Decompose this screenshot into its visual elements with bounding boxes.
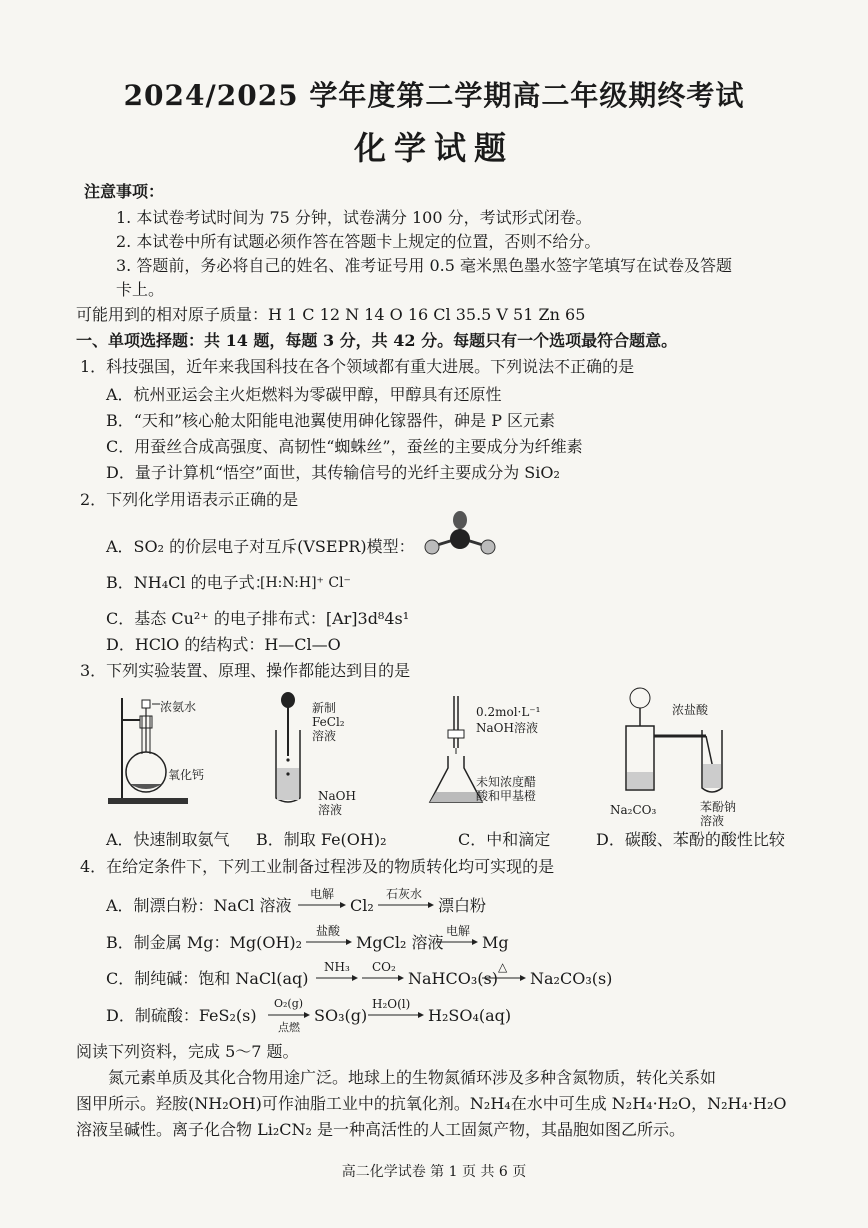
q3-option-b: B．制取 Fe(OH)₂	[256, 830, 387, 849]
exam-title: 2024/2025 学年度第二学期高二年级期终考试	[123, 79, 745, 112]
q4c-end: Na₂CO₃(s)	[530, 969, 613, 988]
q4a-mid: Cl₂	[350, 896, 374, 915]
fig-b-label-4: NaOH	[318, 789, 356, 803]
fig-c-label-4: 酸和甲基橙	[476, 789, 537, 803]
fig-d-label-1: 浓盐酸	[672, 703, 709, 717]
fig-b-label-1: 新制	[312, 701, 337, 715]
fig-d-label-4: 溶液	[700, 814, 725, 828]
q4c-arrow2-label: CO₂	[372, 960, 396, 974]
q4b-end: Mg	[482, 933, 509, 952]
fig-a-label-ammonia: 浓氨水	[160, 700, 197, 714]
q4a-arrow2	[378, 900, 436, 910]
q4c-arrow3	[482, 973, 528, 983]
q4d-arrow2-label: H₂O(l)	[372, 997, 411, 1011]
q4c-arrow2	[362, 973, 406, 983]
fig-d-label-2: Na₂CO₃	[610, 803, 657, 817]
notice-item-1: 1. 本试卷考试时间为 75 分钟，试卷满分 100 分，考试形式闭卷。	[116, 208, 592, 227]
vsepr-model-figure	[420, 510, 500, 560]
q4b-prefix: B．制金属 Mg：Mg(OH)₂	[106, 933, 303, 952]
q1-option-b: B．“天和”核心舱太阳能电池翼使用砷化镓器件，砷是 P 区元素	[106, 411, 556, 430]
electron-formula: [H:N:H]⁺ Cl⁻	[260, 575, 351, 591]
q3-option-c: C．中和滴定	[458, 830, 551, 849]
q4b-arrow1-label: 盐酸	[316, 924, 341, 938]
fig-b-label-5: 溶液	[318, 803, 343, 817]
q4a-prefix: A．制漂白粉：NaCl 溶液	[106, 896, 292, 915]
notice-item-2: 2. 本试卷中所有试题必须作答在答题卡上规定的位置，否则不给分。	[116, 232, 601, 251]
q2-option-c: C．基态 Cu²⁺ 的电子排布式：[Ar]3d⁸4s¹	[106, 609, 410, 628]
fig-c-label-3: 未知浓度醋	[476, 775, 537, 789]
q4d-mid: SO₃(g)	[314, 1006, 368, 1025]
q4c-mid: NaHCO₃(s)	[408, 969, 498, 988]
q1-option-d: D．量子计算机“悟空”面世，其传输信号的光纤主要成分为 SiO₂	[106, 463, 560, 482]
reading-paragraph-2: 图甲所示。羟胺(NH₂OH)可作油脂工业中的抗氧化剂。N₂H₄在水中可生成 N₂H₄·H₂O，N₂H₄·H₂O	[76, 1094, 787, 1113]
q4a-arrow1	[298, 900, 348, 910]
q4c-arrow1	[316, 973, 360, 983]
reading-paragraph-1: 氮元素单质及其化合物用途广泛。地球上的生物氮循环涉及多种含氮物质，转化关系如	[108, 1068, 717, 1087]
q4a-arrow2-label: 石灰水	[386, 887, 423, 901]
fig-b-label-2: FeCl₂	[312, 715, 345, 729]
q3-option-a: A．快速制取氨气	[106, 830, 230, 849]
fig-b-label-3: 溶液	[312, 729, 337, 743]
fig-c-label-2: NaOH溶液	[476, 721, 538, 735]
notice-heading: 注意事项：	[84, 182, 165, 201]
q4c-arrow1-label: NH₃	[324, 960, 350, 974]
fig-c-label-1: 0.2mol·L⁻¹	[476, 705, 541, 719]
q2-option-d: D．HClO 的结构式：H—Cl—O	[106, 635, 341, 654]
reading-paragraph-3: 溶液呈碱性。离子化合物 Li₂CN₂ 是一种高活性的人工固氮产物，其晶胞如图乙所示。	[76, 1120, 685, 1139]
q4a-arrow1-label: 电解	[310, 887, 335, 901]
q4c-prefix: C．制纯碱：饱和 NaCl(aq)	[106, 969, 309, 988]
q1-stem: 1．科技强国，近年来我国科技在各个领域都有重大进展。下列说法不正确的是	[80, 357, 635, 376]
q2-option-a: A．SO₂ 的价层电子对互斥(VSEPR)模型：	[106, 537, 415, 556]
q4d-arrow1-top: O₂(g)	[274, 997, 304, 1010]
q4a-end: 漂白粉	[438, 896, 487, 915]
q1-option-c: C．用蚕丝合成高强度、高韧性“蜘蛛丝”，蚕丝的主要成分为纤维素	[106, 437, 583, 456]
q4d-prefix: D．制硫酸：FeS₂(s)	[106, 1006, 257, 1025]
q3-option-d: D．碳酸、苯酚的酸性比较	[596, 830, 785, 849]
q1-option-a: A．杭州亚运会主火炬燃料为零碳甲醇，甲醇具有还原性	[106, 385, 502, 404]
reading-intro: 阅读下列资料，完成 5～7 题。	[76, 1042, 299, 1061]
q4b-arrow1	[306, 937, 354, 947]
q4-stem: 4．在给定条件下，下列工业制备过程涉及的物质转化均可实现的是	[80, 857, 555, 876]
fig-d-label-3: 苯酚钠	[700, 800, 737, 814]
section-heading: 一、单项选择题：共 14 题，每题 3 分，共 42 分。每题只有一个选项最符合题意。	[76, 331, 678, 350]
q4d-arrow1-bottom: 点燃	[278, 1021, 300, 1034]
q4b-arrow2	[436, 937, 480, 947]
q4d-arrow2	[368, 1010, 426, 1020]
q4b-mid: MgCl₂ 溶液	[356, 933, 444, 952]
q2-stem: 2．下列化学用语表示正确的是	[80, 490, 299, 509]
atomic-masses: 可能用到的相对原子质量：H 1 C 12 N 14 O 16 Cl 35.5 V 51 Zn 65	[76, 305, 586, 324]
fig-a-label-cao: 氧化钙	[168, 768, 205, 782]
notice-item-3-cont: 卡上。	[116, 280, 165, 299]
q4b-arrow2-label: 电解	[446, 924, 471, 938]
q4c-arrow3-label: △	[498, 960, 508, 974]
q3-stem: 3．下列实验装置、原理、操作都能达到目的是	[80, 661, 411, 680]
page-footer: 高二化学试卷 第 1 页 共 6 页	[341, 1164, 527, 1180]
notice-item-3: 3. 答题前，务必将自己的姓名、准考证号用 0.5 毫米黑色墨水签字笔填写在试卷及答题	[116, 256, 732, 275]
q4d-end: H₂SO₄(aq)	[428, 1006, 512, 1025]
exam-subtitle: 化学试题	[353, 129, 514, 167]
q2-option-b: B．NH₄Cl 的电子式：	[106, 573, 271, 592]
